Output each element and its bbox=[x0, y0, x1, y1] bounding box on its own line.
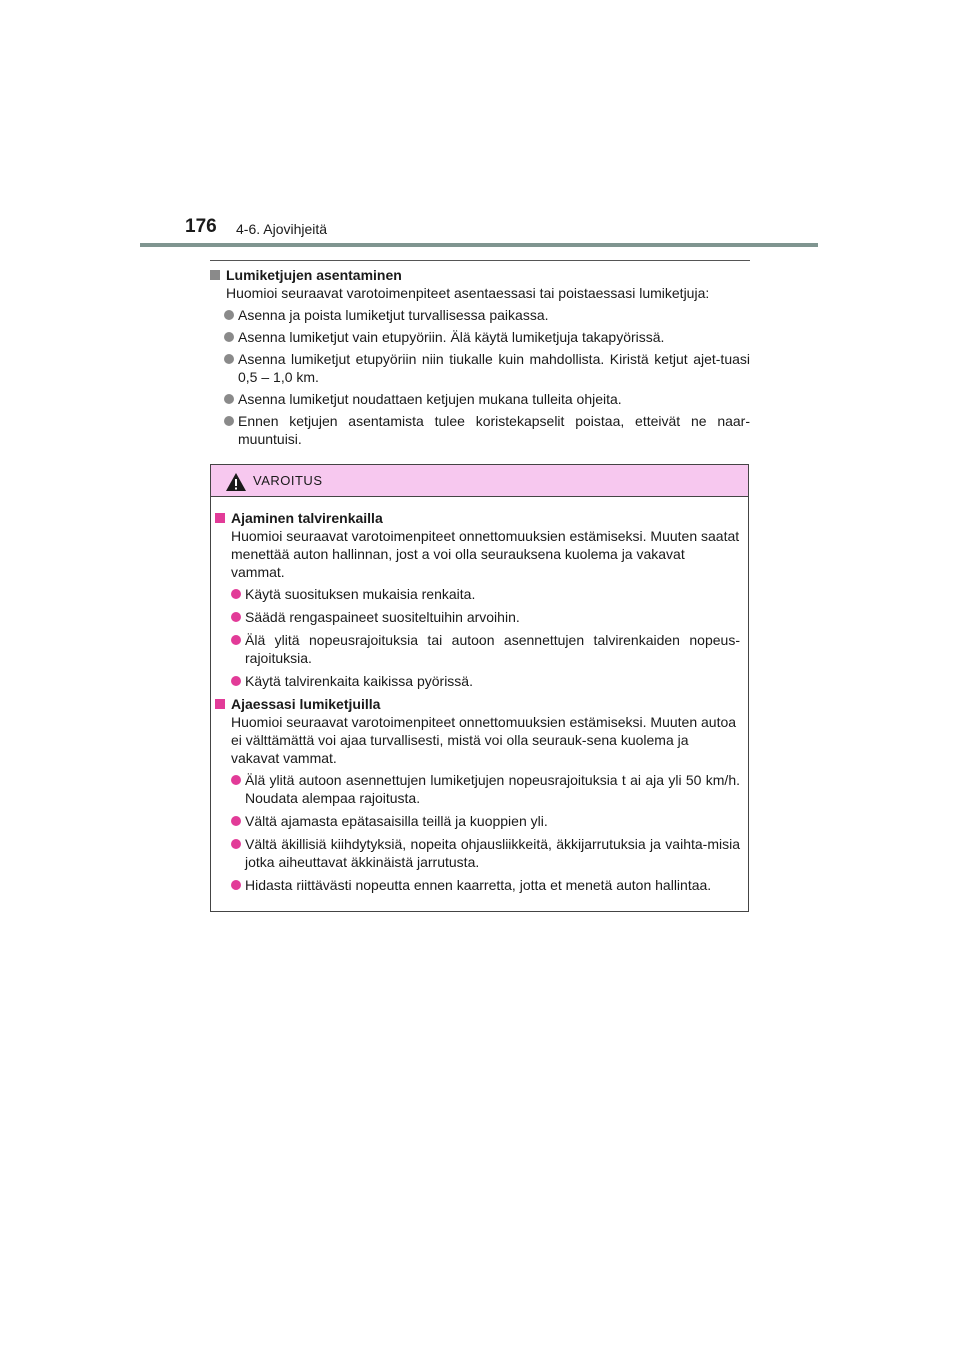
section-heading-text: Lumiketjujen asentaminen bbox=[226, 267, 402, 283]
list-item: Ennen ketjujen asentamista tulee koristekapselit poistaa, etteivät ne naar-muuntuisi. bbox=[210, 412, 750, 448]
round-bullet-icon bbox=[224, 332, 234, 342]
list-item: Vältä äkillisiä kiihdytyksiä, nopeita ohjausliikkeitä, äkkijarrutuksia ja vaihta-misia jotka aiheuttavat äkkinäistä jarrutusta. bbox=[215, 835, 740, 871]
list-item: Älä ylitä autoon asennettujen lumiketjujen nopeusrajoituksia t ai aja yli 50 km/h. Noudata alempaa rajoitusta. bbox=[215, 771, 740, 807]
list-item: Älä ylitä nopeusrajoituksia tai autoon asennettujen talvirenkaiden nopeus-rajoituksia. bbox=[215, 631, 740, 667]
header-rule bbox=[140, 243, 818, 247]
section-heading bbox=[210, 266, 750, 284]
round-bullet-icon bbox=[231, 775, 241, 785]
list-item: Käytä talvirenkaita kaikissa pyörissä. bbox=[215, 672, 740, 690]
round-bullet-icon bbox=[231, 880, 241, 890]
list-item: Hidasta riittävästi nopeutta ennen kaarretta, jotta et menetä auton hallintaa. bbox=[215, 876, 740, 894]
round-bullet-icon bbox=[231, 589, 241, 599]
list-item: Vältä ajamasta epätasaisilla teillä ja kuoppien yli. bbox=[215, 812, 740, 830]
section-intro: Huomioi seuraavat varotoimenpiteet asentaessasi tai poistaessasi lumiketjuja: bbox=[226, 285, 710, 301]
warning-section-heading: Ajaessasi lumiketjuilla bbox=[215, 695, 740, 713]
square-bullet-icon bbox=[215, 699, 225, 709]
round-bullet-icon bbox=[224, 394, 234, 404]
chapter-title: 4-6. Ajovihjeitä bbox=[236, 221, 328, 237]
square-bullet-icon bbox=[215, 513, 225, 523]
list-item: Asenna lumiketjut vain etupyöriin. Älä käytä lumiketjuja takapyörissä. bbox=[210, 328, 750, 346]
warning-box bbox=[210, 464, 749, 912]
page-number: 176 bbox=[185, 216, 217, 237]
round-bullet-icon bbox=[224, 354, 234, 364]
warning-title: VAROITUS bbox=[253, 473, 323, 488]
warning-header bbox=[211, 465, 748, 497]
list-item: Asenna lumiketjut etupyöriin niin tiukalle kuin mahdollista. Kiristä ketjut ajet-tuasi 0,5 – 1,0 km. bbox=[210, 350, 750, 386]
round-bullet-icon bbox=[224, 310, 234, 320]
round-bullet-icon bbox=[231, 635, 241, 645]
warning-section-heading: Ajaminen talvirenkailla bbox=[215, 509, 740, 527]
snow-chain-section bbox=[210, 266, 750, 452]
round-bullet-icon bbox=[224, 416, 234, 426]
list-item: Säädä rengaspaineet suositeltuihin arvoihin. bbox=[215, 608, 740, 626]
warning-section-intro: Huomioi seuraavat varotoimenpiteet onnettomuuksien estämiseksi. Muuten autoa ei välttämättä voi ajaa turvallisesti, mistä voi olla seurauk-sena kuolema ja vakavat vammat. bbox=[231, 714, 737, 766]
section-rule bbox=[210, 260, 750, 261]
list-item: Käytä suosituksen mukaisia renkaita. bbox=[215, 585, 740, 603]
list-item: Asenna lumiketjut noudattaen ketjujen mukana tulleita ohjeita. bbox=[210, 390, 750, 408]
round-bullet-icon bbox=[231, 612, 241, 622]
list-item: Asenna ja poista lumiketjut turvallisessa paikassa. bbox=[210, 306, 750, 324]
square-bullet-icon bbox=[210, 270, 220, 280]
round-bullet-icon bbox=[231, 676, 241, 686]
round-bullet-icon bbox=[231, 816, 241, 826]
warning-body bbox=[211, 497, 748, 894]
round-bullet-icon bbox=[231, 839, 241, 849]
warning-triangle-icon bbox=[225, 472, 247, 492]
warning-section-intro: Huomioi seuraavat varotoimenpiteet onnettomuuksien estämiseksi. Muuten saatat menettää auton hallinnan, jost a voi olla seurauksena kuolema ja vakavat vammat. bbox=[231, 528, 740, 580]
